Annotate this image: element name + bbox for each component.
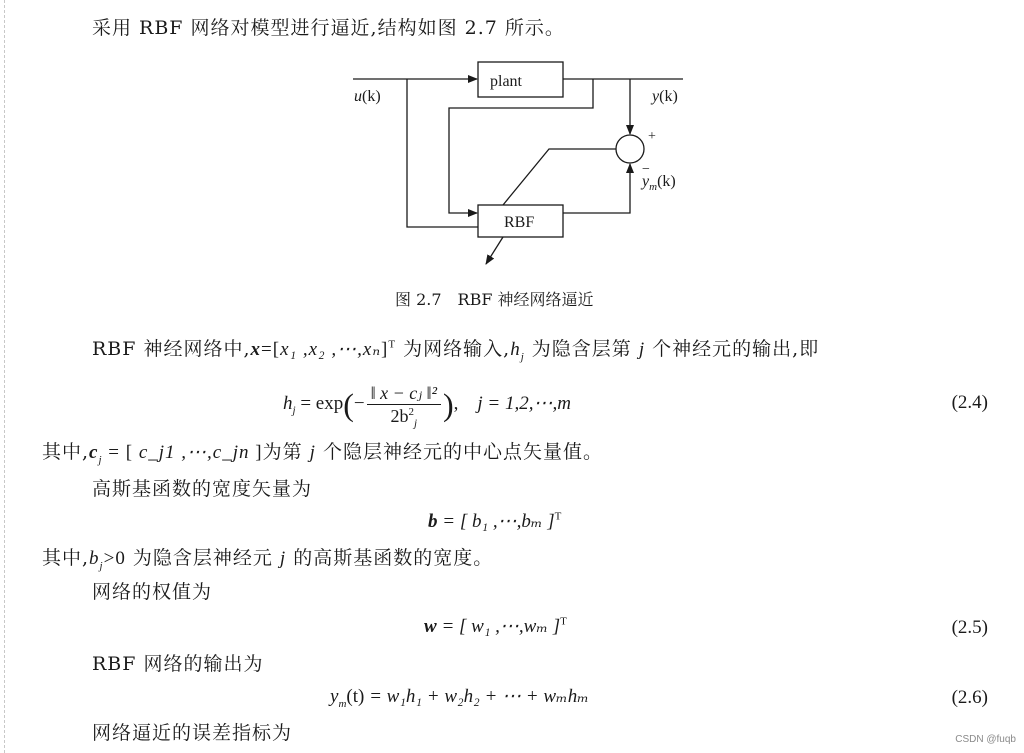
model-output-label <box>642 170 676 194</box>
paragraph-error-index-intro: 网络逼近的误差指标为 <box>92 722 293 744</box>
intro-paragraph: 采用 RBF 网络对模型进行逼近,结构如图 2.7 所示。 <box>92 17 565 39</box>
w-transpose: T <box>560 615 567 628</box>
c-elements: c_j1 ,⋯,c_jn <box>138 442 250 463</box>
x-eq: =[ <box>261 339 281 360</box>
para1-lead: RBF 神经网络中, <box>92 338 251 360</box>
output-label-var: y <box>652 88 660 105</box>
b-sub: j <box>99 559 104 572</box>
h-sub: j <box>520 350 525 363</box>
b-vector: b <box>428 511 438 532</box>
input-label <box>354 85 381 109</box>
para1-mid: 为网络输入, <box>396 338 511 360</box>
eq24-denominator: 2b <box>390 406 409 426</box>
paragraph-weights-intro: 网络的权值为 <box>92 581 213 603</box>
ym-sub: m <box>338 697 347 710</box>
c-close: ] <box>249 442 263 463</box>
para2-tail2: 个隐层神经元的中心点矢量值。 <box>315 441 603 463</box>
equation-number-2-6: (2.6) <box>951 687 988 708</box>
x-close: ] <box>381 339 389 360</box>
paragraph-center-vector <box>42 440 603 465</box>
minus-sign: − <box>642 162 650 177</box>
summing-junction <box>616 135 644 163</box>
eq24-lhs: h <box>283 392 293 414</box>
eq24-den-sup: 2 <box>408 406 414 418</box>
para2-lead: 其中, <box>42 441 90 463</box>
plus-sign: + <box>648 129 656 144</box>
paragraph-width-vector-intro: 高斯基函数的宽度矢量为 <box>92 478 313 500</box>
eq24-numerator: ‖ x − cⱼ ‖² <box>367 382 441 405</box>
j-var: j <box>638 339 646 360</box>
rbf-block-diagram <box>0 0 1024 290</box>
eq24-lhs-sub: j <box>292 404 296 417</box>
b-var: b <box>89 548 100 569</box>
ym-arg: (t) <box>346 686 365 707</box>
x-elements: x₁ ,x₂ ,⋯,xₙ <box>280 339 382 360</box>
model-output-var: y <box>642 173 650 190</box>
para4-j: j <box>279 548 287 569</box>
x-transpose: T <box>388 338 397 351</box>
model-output-sub: m <box>649 181 658 194</box>
equation-number-2-5: (2.5) <box>951 617 988 638</box>
c-eq: = [ <box>102 442 139 463</box>
input-label-var: u <box>354 88 362 105</box>
equation-2-5 <box>424 615 567 639</box>
b-transpose: T <box>554 510 562 523</box>
output-label <box>652 85 678 109</box>
c-sub: j <box>98 453 103 466</box>
para1-tail: 为隐含层第 <box>524 338 639 360</box>
para1-tail2: 个神经元的输出,即 <box>645 338 820 360</box>
eq24-exp: = exp <box>295 392 344 414</box>
w-vector: w <box>424 616 437 637</box>
para2-tail: 为第 <box>262 441 310 463</box>
para4-lead: 其中, <box>42 547 90 569</box>
equation-2-4: $h_j = \exp(-$ $\frac{\text{‖ x − cⱼ ‖²}}{2b^2_j}$ ), j = 1,2,⋯,m <box>283 383 571 430</box>
equation-number-2-4: (2.4) <box>951 392 988 413</box>
b-cond: >0 <box>103 548 126 569</box>
x-vector: x <box>250 339 262 360</box>
paragraph-width-def <box>42 546 493 571</box>
paragraph-network-input <box>92 337 819 362</box>
para2-j: j <box>309 442 316 463</box>
model-output-arg: (k) <box>657 173 676 190</box>
equation-2-6 <box>330 685 589 709</box>
eq26-rhs: = w₁h₁ + w₂h₂ + ⋯ + wₘhₘ <box>364 686 589 707</box>
para4-tail2: 的高斯基函数的宽度。 <box>286 547 494 569</box>
input-label-arg: (k) <box>362 88 381 105</box>
rbf-label: RBF <box>504 214 535 231</box>
paragraph-output-intro: RBF 网络的输出为 <box>92 653 264 675</box>
eq24-den-sub: j <box>414 417 418 430</box>
para4-tail: 为隐含层神经元 <box>125 547 280 569</box>
output-label-arg: (k) <box>659 88 678 105</box>
ym-var: y <box>330 686 339 707</box>
eq24-fraction <box>367 382 441 430</box>
equation-b-vector <box>428 510 561 534</box>
figure-caption: 图 2.7 RBF 神经网络逼近 <box>395 290 594 309</box>
eq24-range: j = 1,2,⋯,m <box>477 392 571 414</box>
plant-label: plant <box>490 73 522 90</box>
h-var: h <box>510 339 521 360</box>
w-rhs: = [ w₁ ,⋯,wₘ ] <box>436 616 561 637</box>
b-rhs: = [ b₁ ,⋯,bₘ ] <box>437 511 555 532</box>
watermark: CSDN @fuqb <box>955 734 1016 745</box>
c-vector: c <box>89 442 99 463</box>
